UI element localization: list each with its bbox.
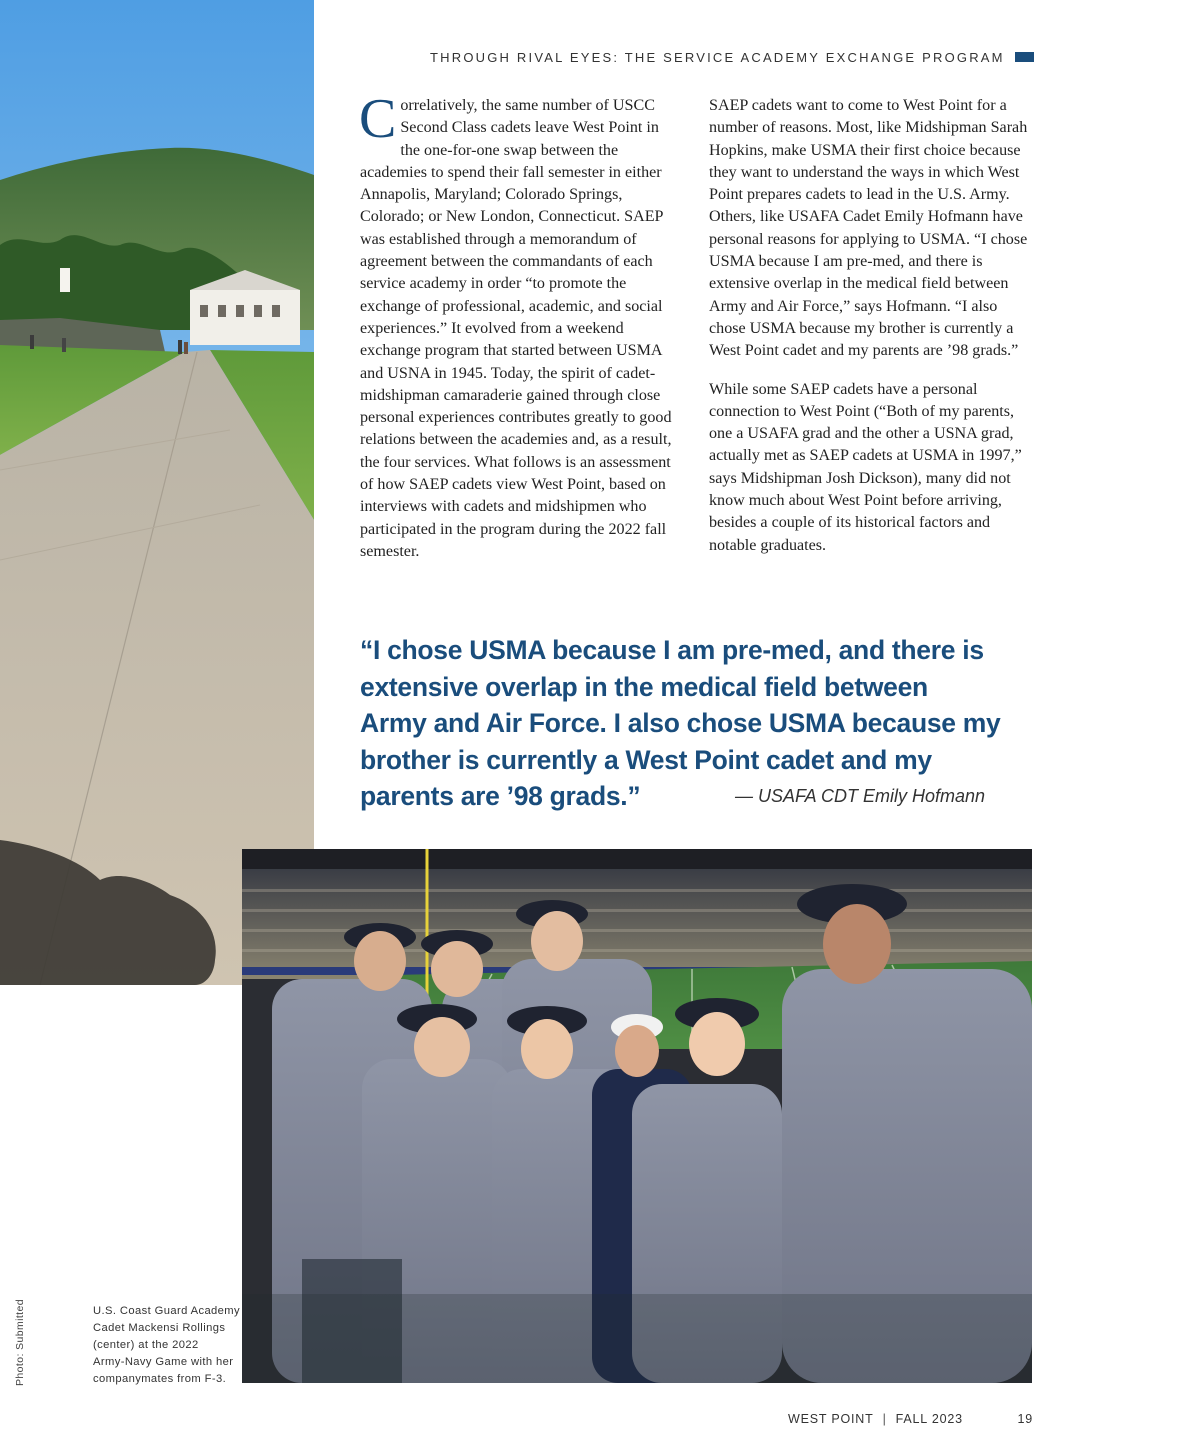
campus-walkway-photo <box>0 0 314 985</box>
article-paragraph <box>359 88 682 563</box>
campus-walkway-illustration <box>0 0 314 985</box>
pull-quote-line: Army and Air Force. I also chose USMA because my <box>360 708 1001 739</box>
article-column-left <box>359 88 682 579</box>
caption-line: Army-Navy Game with her <box>93 1356 234 1368</box>
photo-caption <box>93 1303 243 1388</box>
caption-line: (center) at the 2022 <box>93 1339 199 1351</box>
pull-quote-line: parents are ’98 grads.” <box>360 781 641 812</box>
caption-line: U.S. Coast Guard Academy <box>93 1305 241 1317</box>
page-number: 19 <box>1017 1412 1033 1426</box>
article-paragraph: SAEP cadets want to come to West Point for a number of reasons. Most, like Midshipman Sarah Hopkins, make USMA their first choice because they want to understand the ways in which West Point prepares cadets to lead in the U.S. Army. Others, like USAFA Cadet Emily Hofmann have personal reasons for applying to USMA. “I chose USMA because I am pre-med, and there is extensive overlap in the medical field between Army and Air Force,” says Hofmann. “I also chose USMA because my brother is currently a West Point cadet and my parents are ’98 grads.” <box>709 97 1028 360</box>
caption-line: companymates from F-3. <box>93 1373 227 1385</box>
photo-credit: Photo: Submitted <box>14 1299 26 1386</box>
pull-quote-line: extensive overlap in the medical field between <box>360 671 928 702</box>
cadets-group-illustration <box>242 849 1032 1383</box>
pull-quote-attribution: — USAFA CDT Emily Hofmann <box>735 786 986 806</box>
footer-issue: FALL 2023 <box>895 1412 963 1426</box>
pull-quote-line: “I chose USMA because I am pre-med, and there is <box>360 635 984 665</box>
page-footer <box>788 1410 1033 1428</box>
paragraph-text: orrelatively, the same number of USCC Second Class cadets leave West Point in the one-for-one swap between the academies to spend their fall semester in either Annapolis, Maryland; Colorado Springs, Colorado; or New London, Connecticut. SAEP was established through a memorandum of agreement between the commandants of each service academy in order “to promote the exchange of professional, academic, and social experiences.” It evolved from a weekend exchange program that started between USMA and USNA in 1945. Today, the spirit of cadet-midshipman camaraderie gained through close personal experiences contributes greatly to good relations between the academies and, as a result, the four services. What follows is an assessment of how SAEP cadets view West Point, based on interviews with cadets and midshipmen who participated in the program during the 2022 fall semester. <box>360 97 672 560</box>
running-header <box>430 47 1034 67</box>
caption-line: Cadet Mackensi Rollings <box>93 1322 226 1334</box>
footer-separator: | <box>882 1412 887 1426</box>
dropcap: C <box>359 88 397 150</box>
footer-publication: WEST POINT <box>788 1412 874 1426</box>
pull-quote-line: brother is currently a West Point cadet and my <box>360 744 932 775</box>
header-bar-icon <box>1015 52 1034 62</box>
running-header-title: THROUGH RIVAL EYES: THE SERVICE ACADEMY EXCHANGE PROGRAM <box>430 49 1005 65</box>
army-navy-game-photo <box>242 849 1032 1383</box>
article-paragraph: While some SAEP cadets have a personal connection to West Point (“Both of my parents, one a USAFA grad and the other a USNA grad, actually met as SAEP cadets at USMA in 1997,” says Midshipman Josh Dickson), many did not know much about West Point before arriving, besides a couple of its historical factors and notable graduates. <box>709 380 1022 554</box>
article-column-right <box>709 95 1035 573</box>
